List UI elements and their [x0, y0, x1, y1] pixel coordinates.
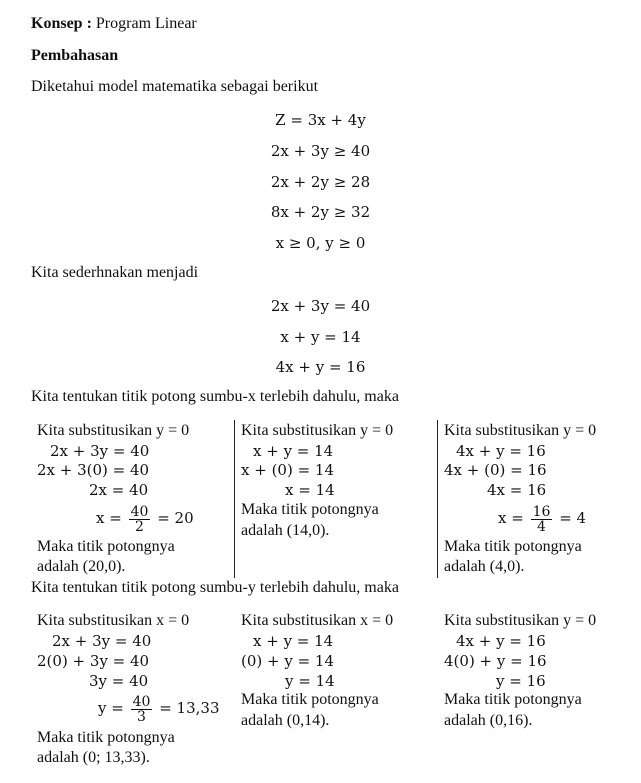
fraction [531, 505, 553, 534]
konsep-label: Konsep : [31, 15, 92, 32]
y-col1-eq-2: 2(0) + 3y = 40 [37, 652, 150, 670]
y-col1-conclusion-2: adalah (0; 13,33). [37, 749, 150, 766]
x-col2-conclusion-2: adalah (14,0). [241, 522, 330, 539]
fraction-denominator: 3 [137, 708, 146, 725]
y-col1-substitution: Kita substitusikan x = 0 [37, 612, 190, 629]
simplified-eq-3: 4x + y = 16 [275, 358, 366, 376]
simplified-eq-1: 2x + 3y = 40 [270, 297, 371, 315]
fraction [129, 505, 151, 534]
column-divider [437, 420, 438, 578]
x-col3-substitution: Kita substitusikan y = 0 [444, 422, 597, 439]
x-col2-eq-2: x + (0) = 14 [241, 461, 335, 479]
fraction-result: = 20 [157, 509, 194, 527]
x-col1-conclusion-2: adalah (20,0). [37, 558, 126, 575]
y-col3-eq-2: 4(0) + y = 16 [444, 652, 547, 670]
y-col3-eq-1: 4x + y = 16 [456, 632, 546, 650]
pembahasan-heading: Pembahasan [31, 47, 119, 64]
y-col3-substitution: Kita substitusikan y = 0 [444, 612, 597, 629]
x-col2-eq-1: x + y = 14 [253, 442, 334, 460]
model-eq-3: 8x + 2y ≥ 32 [270, 203, 371, 221]
fraction-numerator: 40 [132, 693, 151, 710]
x-col2-eq-3: x = 14 [285, 481, 335, 499]
y-col3-conclusion-2: adalah (0,16). [444, 712, 533, 729]
model-eq-2: 2x + 2y ≥ 28 [270, 173, 371, 191]
fraction-variable: x = [96, 509, 122, 527]
model-eq-nonneg: x ≥ 0, y ≥ 0 [275, 234, 366, 252]
y-col1-eq-1: 2x + 3y = 40 [52, 632, 152, 650]
x-col1-eq-1: 2x + 3y = 40 [50, 442, 150, 460]
fraction-numerator: 40 [130, 503, 149, 520]
simplified-eq-2: x + y = 14 [280, 328, 361, 346]
x-col3-eq-1: 4x + y = 16 [456, 442, 546, 460]
fraction [131, 695, 153, 724]
x-col3-eq-3: 4x = 16 [487, 481, 547, 499]
konsep-line [31, 14, 197, 34]
x-col2-conclusion-1: Maka titik potongnya [241, 501, 379, 518]
x-col3-eq-2: 4x + (0) = 16 [444, 461, 547, 479]
fraction-numerator: 16 [532, 503, 551, 520]
x-col1-substitution: Kita substitusikan y = 0 [37, 422, 190, 439]
y-col2-conclusion-1: Maka titik potongnya [241, 691, 379, 708]
simplify-text: Kita sederhnakan menjadi [31, 264, 199, 281]
y-col1-conclusion-1: Maka titik potongnya [37, 729, 175, 746]
x-col1-eq-3: 2x = 40 [89, 481, 149, 499]
x-col3-fraction-eq [498, 500, 586, 536]
model-eq-objective: Z = 3x + 4y [275, 111, 366, 129]
y-col2-eq-3: y = 14 [285, 672, 335, 690]
column-divider [234, 420, 235, 578]
x-col1-eq-2: 2x + 3(0) = 40 [37, 461, 150, 479]
x-col1-fraction-eq [96, 500, 194, 536]
x-col3-conclusion-2: adalah (4,0). [444, 558, 525, 575]
y-col2-conclusion-2: adalah (0,14). [241, 712, 330, 729]
fraction-variable: x = [498, 509, 524, 527]
intro-text: Diketahui model matematika sebagai berikut [31, 78, 319, 95]
x-col2-substitution: Kita substitusikan y = 0 [241, 422, 394, 439]
y-intercept-heading: Kita tentukan titik potong sumbu-y terlebih dahulu, maka [31, 579, 399, 596]
y-col2-eq-1: x + y = 14 [253, 632, 334, 650]
x-intercept-heading: Kita tentukan titik potong sumbu-x terlebih dahulu, maka [31, 388, 399, 405]
konsep-value: Program Linear [95, 15, 197, 32]
y-col1-fraction-eq [98, 690, 219, 726]
y-col2-eq-2: (0) + y = 14 [241, 652, 335, 670]
x-col3-conclusion-1: Maka titik potongnya [444, 538, 582, 555]
model-eq-1: 2x + 3y ≥ 40 [270, 142, 371, 160]
fraction-result: = 4 [559, 509, 587, 527]
fraction-result: = 13,33 [159, 699, 220, 717]
y-col3-conclusion-1: Maka titik potongnya [444, 691, 582, 708]
fraction-denominator: 2 [135, 518, 144, 535]
y-col1-eq-3: 3y = 40 [89, 672, 149, 690]
x-col1-conclusion-1: Maka titik potongnya [37, 538, 175, 555]
y-col2-substitution: Kita substitusikan x = 0 [241, 612, 394, 629]
fraction-variable: y = [98, 699, 124, 717]
y-col3-eq-3: y = 16 [496, 672, 546, 690]
fraction-denominator: 4 [537, 518, 546, 535]
